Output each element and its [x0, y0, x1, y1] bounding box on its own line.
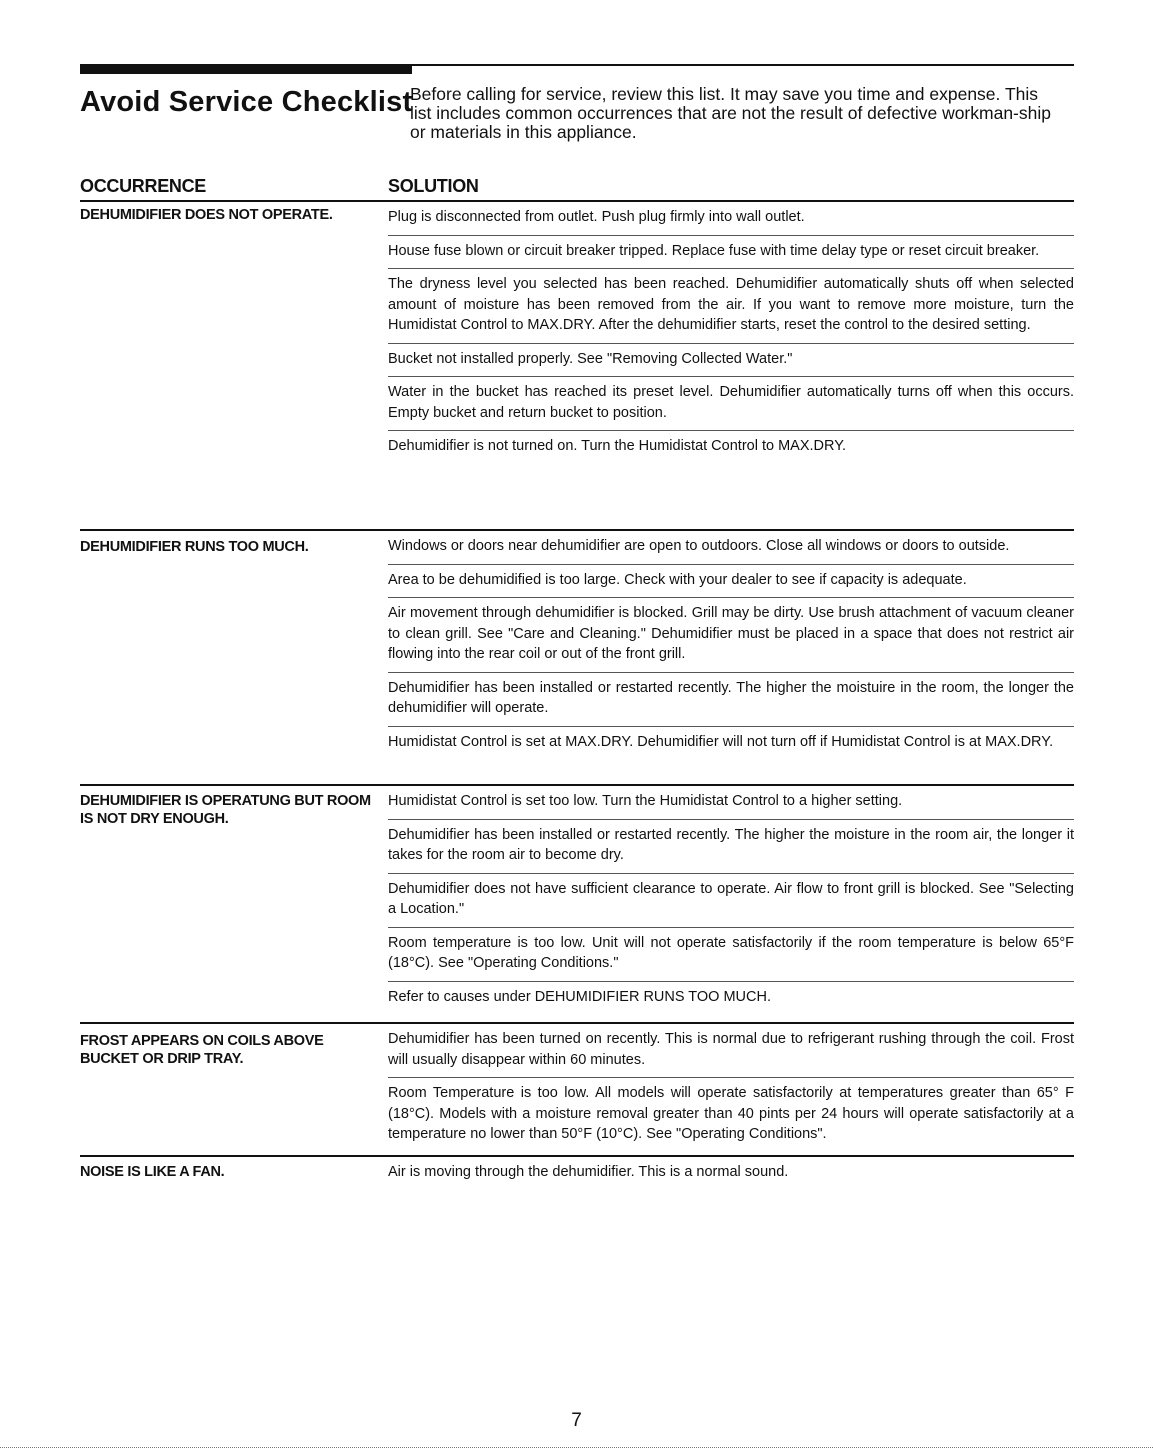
page-bottom-edge: [0, 1447, 1153, 1448]
occurrence-label: DEHUMIDIFIER IS OPERATUNG BUT ROOM IS NOT DRY ENOUGH.: [80, 793, 371, 827]
solution-item: Water in the bucket has reached its preset level. Dehumidifier automatically turns off when this occurs. Empty bucket and return bucket to position.: [388, 376, 1074, 430]
solution-item: Plug is disconnected from outlet. Push plug firmly into wall outlet.: [388, 209, 805, 225]
solution-list: [388, 786, 1074, 1014]
solution-list: [388, 531, 1074, 759]
checklist-section-not-dry-enough: [80, 784, 1074, 1014]
occurrence-label: DEHUMIDIFIER DOES NOT OPERATE.: [80, 207, 333, 223]
solution-item: Area to be dehumidified is too large. Check with your dealer to see if capacity is adequate.: [388, 564, 1074, 598]
solution-item: Dehumidifier has been turned on recently. This is normal due to refrigerant rushing through the coil. Frost will usually disappear within 60 minutes.: [388, 1031, 1074, 1068]
solution-item: Windows or doors near dehumidifier are open to outdoors. Close all windows or doors to outside.: [388, 538, 1010, 554]
intro-text: Before calling for service, review this list. It may save you time and expense. This list includes common occurrences that are not the result of defective workman-ship or materials in this appliance.: [410, 84, 1051, 142]
solution-item: Refer to causes under DEHUMIDIFIER RUNS TOO MUCH.: [388, 981, 1074, 1015]
solution-item: Air is moving through the dehumidifier. This is a normal sound.: [388, 1164, 789, 1180]
solution-list: [388, 1024, 1074, 1152]
occurrence-label: DEHUMIDIFIER RUNS TOO MUCH.: [80, 539, 309, 555]
solution-item: Room Temperature is too low. All models will operate satisfactorily at temperatures greater than 65° F (18°C). Models with a moisture removal greater than 40 pints per 24 hours will operate satisfactorily at a temperature no lower than 50°F (10°C). See "Operating Conditions".: [388, 1077, 1074, 1152]
solution-list: [388, 202, 1074, 464]
solution-item: Dehumidifier has been installed or restarted recently. The higher the moistuire in the room, the longer the dehumidifier will operate.: [388, 672, 1074, 726]
solution-list: [388, 1157, 1074, 1190]
page-title: Avoid Service Checklist: [80, 86, 413, 118]
checklist-section-noise: [80, 1155, 1074, 1190]
checklist-section-frost: [80, 1022, 1074, 1152]
solution-item: Dehumidifier is not turned on. Turn the Humidistat Control to MAX.DRY.: [388, 430, 1074, 464]
checklist-section-does-not-operate: [80, 202, 1074, 464]
checklist-section-runs-too-much: [80, 529, 1074, 759]
solution-item: Dehumidifier does not have sufficient clearance to operate. Air flow to front grill is blocked. See "Selecting a Location.": [388, 873, 1074, 927]
solution-item: Humidistat Control is set at MAX.DRY. Dehumidifier will not turn off if Humidistat Control is at MAX.DRY.: [388, 726, 1074, 760]
occurrence-label: FROST APPEARS ON COILS ABOVE BUCKET OR DRIP TRAY.: [80, 1033, 324, 1067]
title-accent-bar: [80, 64, 412, 74]
solution-item: Dehumidifier has been installed or restarted recently. The higher the moisture in the room air, the longer it takes for the room air to become dry.: [388, 819, 1074, 873]
solution-item: The dryness level you selected has been reached. Dehumidifier automatically shuts off when selected amount of moisture has been removed from the air. If you want to remove more moisture, turn the Humidistat Control to MAX.DRY. After the dehumidifier starts, reset the control to the desired setting.: [388, 268, 1074, 343]
page-number: 7: [571, 1410, 582, 1431]
occurrence-column-header: OCCURRENCE: [80, 176, 207, 196]
solution-item: Bucket not installed properly. See "Removing Collected Water.": [388, 343, 1074, 377]
solution-item: Air movement through dehumidifier is blocked. Grill may be dirty. Use brush attachment of vacuum cleaner to clean grill. See "Care and Cleaning." Dehumidifier must be placed in a space that does not restrict air flowing into the rear coil or out of the front grill.: [388, 597, 1074, 672]
solution-item: Room temperature is too low. Unit will not operate satisfactorily if the room temperature is below 65°F (18°C). See "Operating Conditions.": [388, 927, 1074, 981]
solution-item: House fuse blown or circuit breaker tripped. Replace fuse with time delay type or reset circuit breaker.: [388, 235, 1074, 269]
solution-column-header: SOLUTION: [388, 176, 479, 196]
occurrence-label: NOISE IS LIKE A FAN.: [80, 1164, 225, 1180]
solution-item: Humidistat Control is set too low. Turn the Humidistat Control to a higher setting.: [388, 793, 903, 809]
